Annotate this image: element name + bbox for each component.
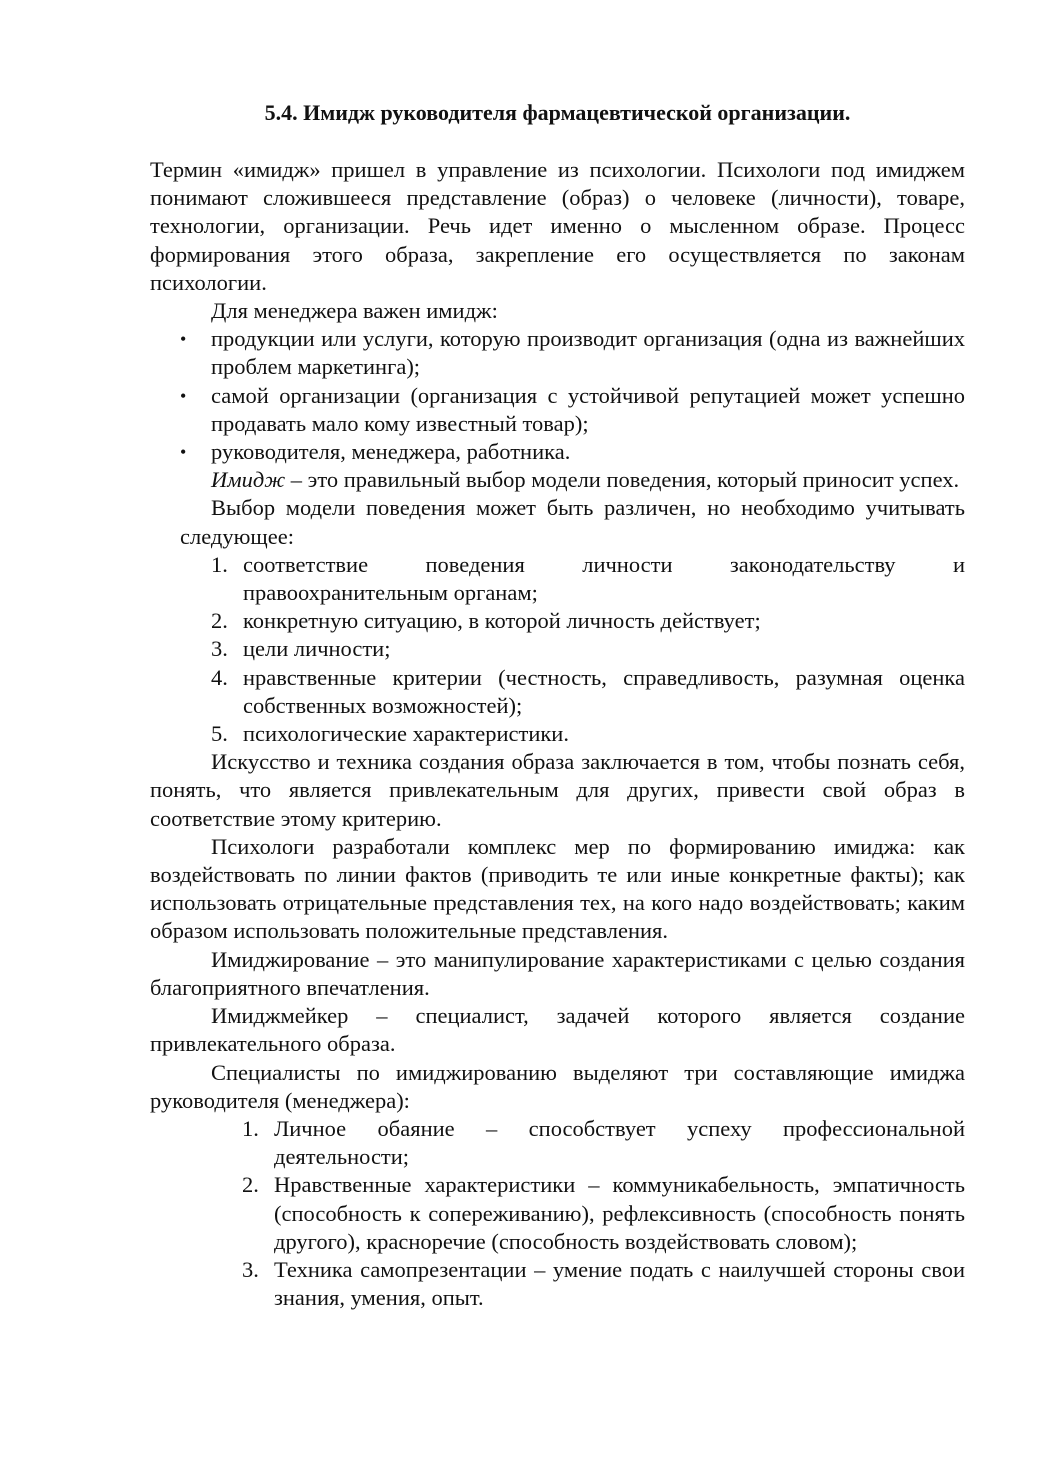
list-item-text: продукции или услуги, которую производит организация (одна из важнейших проблем маркетинга); [211,326,965,380]
body-paragraph: Психологи разработали комплекс мер по формированию имиджа: как воздействовать по линии фактов (приводить те или иные конкретные факты); как использовать отрицательные представления тех, на кого надо воздействовать; каким образом использовать положительные представления. [150,833,965,944]
list-item [150,635,965,663]
list-number: 2. [242,1172,259,1198]
list-number: 3. [211,636,228,662]
image-types-list [150,325,965,466]
list-item [150,664,965,720]
body-paragraph: Имиджмейкер – специалист, задачей которого является создание привлекательного образа. [150,1003,965,1057]
manager-importance-paragraph: Для менеджера важен имидж: [211,298,498,324]
body-paragraph: Имиджирование – это манипулирование характеристиками с целью создания благоприятного впечатления. [150,946,965,1000]
list-item-text: конкретную ситуацию, в которой личность действует; [243,608,761,634]
list-item [150,607,965,635]
list-item-text: Личное обаяние – способствует успеху профессиональной деятельности; [274,1115,965,1170]
list-number: 3. [242,1256,259,1282]
list-item [150,382,965,438]
list-item-text: Техника самопрезентации – умение подать с наилучшей стороны свои знания, умения, опыт. [274,1256,965,1311]
list-item-text: самой организации (организация с устойчивой репутацией может успешно продавать мало кому известный товар); [211,382,965,436]
bullet-icon: • [180,385,187,406]
list-item [150,1115,965,1171]
behavior-intro-paragraph: Выбор модели поведения может быть различен, но необходимо учитывать следующее: [180,495,965,549]
list-number: 5. [211,721,228,747]
list-item [150,1171,965,1256]
body-paragraph: Искусство и техника создания образа заключается в том, чтобы познать себя, понять, что является привлекательным для других, привести свой образ в соответствие этому критерию. [150,749,965,831]
list-item [150,720,965,748]
image-components-list [150,1115,965,1312]
list-item-text: соответствие поведения личности законодательству и правоохранительным органам; [243,551,965,606]
list-item [150,1256,965,1312]
section-title: 5.4. Имидж руководителя фармацевтической организации. [264,100,851,125]
definition-text: – это правильный выбор модели поведения, который приносит успех. [285,467,960,493]
list-item-text: нравственные критерии (честность, справедливость, разумная оценка собственных возможностей); [243,664,965,718]
definition-term: Имидж [211,467,286,493]
document-body [150,156,965,1312]
list-item [150,438,965,466]
list-number: 1. [211,551,228,577]
list-number: 4. [211,664,228,690]
definition-paragraph [150,466,965,494]
list-item [150,325,965,381]
list-item-text: психологические характеристики. [243,721,569,747]
bullet-icon: • [180,442,187,463]
list-number: 1. [242,1115,259,1141]
behavior-list [150,551,965,748]
body-paragraph: Специалисты по имиджированию выделяют три составляющие имиджа руководителя (менеджера): [150,1059,965,1113]
list-item-text: руководителя, менеджера, работника. [211,439,571,465]
intro-paragraph: Термин «имидж» пришел в управление из психологии. Психологи под имиджем понимают сложившееся представление (образ) о человеке (личности), товаре, технологии, организации. Речь идет именно о мысленном образе. Процесс формирования этого образа, закрепление его осуществляется по законам психологии. [150,157,965,295]
list-item-text: цели личности; [243,636,391,662]
bullet-icon: • [180,329,187,350]
list-item [150,551,965,607]
list-number: 2. [211,608,228,634]
list-item-text: Нравственные характеристики – коммуникабельность, эмпатичность (способность к сопереживанию), рефлексивность (способность понять другого), красноречие (способность воздействовать словом); [274,1172,965,1254]
